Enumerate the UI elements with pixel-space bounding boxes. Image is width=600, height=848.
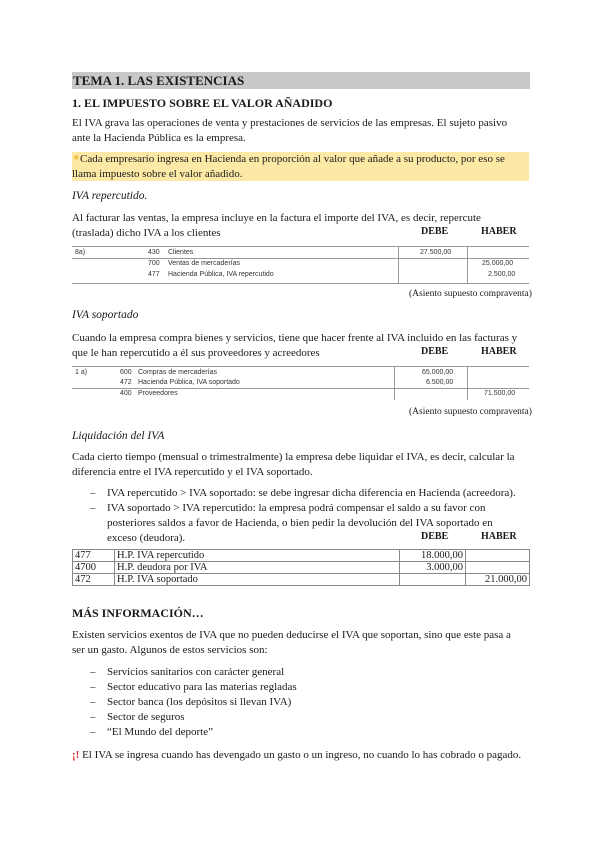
haber-header: HABER xyxy=(481,226,517,237)
entry-caption: (Asiento supuesto compraventa) xyxy=(409,289,532,299)
list-item: – Sector banca (los depósitos si llevan IVA) xyxy=(90,695,530,710)
repercutido-heading: IVA repercutido. xyxy=(72,190,148,202)
entry-date: 8a) xyxy=(75,249,86,256)
list-item: – IVA repercutido > IVA soportado: se debe ingresar dicha diferencia en Hacienda (acreedora). xyxy=(90,486,530,501)
star-icon: ✶ xyxy=(72,153,81,164)
haber-header: HABER xyxy=(481,531,517,542)
exempt-services-list xyxy=(90,665,530,740)
table-row: 4700 H.P. deudora por IVA 3.000,00 xyxy=(73,562,530,574)
debe-header: DEBE xyxy=(421,531,449,542)
list-item: – Servicios sanitarios con carácter general xyxy=(90,665,530,680)
list-item: – Sector de seguros xyxy=(90,710,530,725)
soportado-paragraph: Cuando la empresa compra bienes y servicios, tiene que hacer frente al IVA incluido en las facturas y que le han repercutido a él sus proveedores y acreedores xyxy=(72,332,518,359)
list-item: – Sector educativo para las materias regladas xyxy=(90,680,530,695)
liquidacion-table xyxy=(72,549,530,586)
highlight-note: ✶ Cada empresario ingresa en Hacienda en proporción al valor que añade a su producto, por eso se llama impuesto sobre el valor añadido. xyxy=(72,152,529,181)
mas-info-heading: MÁS INFORMACIÓN… xyxy=(72,606,204,620)
table-row: 477 H.P. IVA repercutido 18.000,00 xyxy=(73,550,530,562)
table-row: 472 H.P. IVA soportado 21.000,00 xyxy=(73,574,530,586)
footer-note: ¡! El IVA se ingresa cuando has devengado un gasto o un ingreso, no cuando lo has cobrado o pagado. xyxy=(72,749,522,761)
debe-header: DEBE xyxy=(421,226,449,237)
section-heading: 1. EL IMPUESTO SOBRE EL VALOR AÑADIDO xyxy=(72,96,333,110)
liquidacion-paragraph: Cada cierto tiempo (mensual o trimestralmente) la empresa debe liquidar el IVA, es decir, calcular la diferencia entre el IVA repercutido y el IVA soportado. xyxy=(72,451,515,478)
soportado-heading: IVA soportado xyxy=(72,309,139,321)
journal-entry-soportado: 1 a) 600 Compras de mercaderías 65.000,00 472 Hacienda Pública, IVA soportado 6.500,00 400 Proveedores 71.500,00 xyxy=(75,369,516,397)
list-item: – “El Mundo del deporte” xyxy=(90,725,530,740)
liquidacion-heading: Liquidación del IVA xyxy=(72,430,165,442)
journal-entry-repercutido: 8a) 430 Clientes 27.500,00 700 Ventas de mercaderías 25.000,00 477 Hacienda Pública, IVA repercutido 2.500,00 xyxy=(75,249,516,278)
repercutido-paragraph: Al facturar las ventas, la empresa incluye en la factura el importe del IVA, es decir, repercute (traslada) dicho IVA a los clientes xyxy=(72,212,481,239)
list-item: – IVA soportado > IVA repercutido: la empresa podrá compensar el saldo a su favor con posteriores saldos a favor de Hacienda, o bien pedir la devolución del IVA soportado en exceso (deudora). xyxy=(90,501,530,546)
entry-caption: (Asiento supuesto compraventa) xyxy=(409,407,532,417)
liquidacion-bullets xyxy=(90,486,530,546)
mas-info-paragraph: Existen servicios exentos de IVA que no pueden deducirse el IVA que soportan, sino que este pasa a ser un gasto. Algunos de estos servicios son: xyxy=(72,629,511,656)
exclamation-icon: ¡! xyxy=(72,749,80,761)
entry-date: 1 a) xyxy=(75,369,88,376)
intro-paragraph: El IVA grava las operaciones de venta y prestaciones de servicios de las empresas. El sujeto pasivo ante la Hacienda Pública es la empresa. xyxy=(72,117,508,144)
page-title: TEMA 1. LAS EXISTENCIAS xyxy=(72,72,530,89)
debe-header: DEBE xyxy=(421,346,449,357)
haber-header: HABER xyxy=(481,346,517,357)
